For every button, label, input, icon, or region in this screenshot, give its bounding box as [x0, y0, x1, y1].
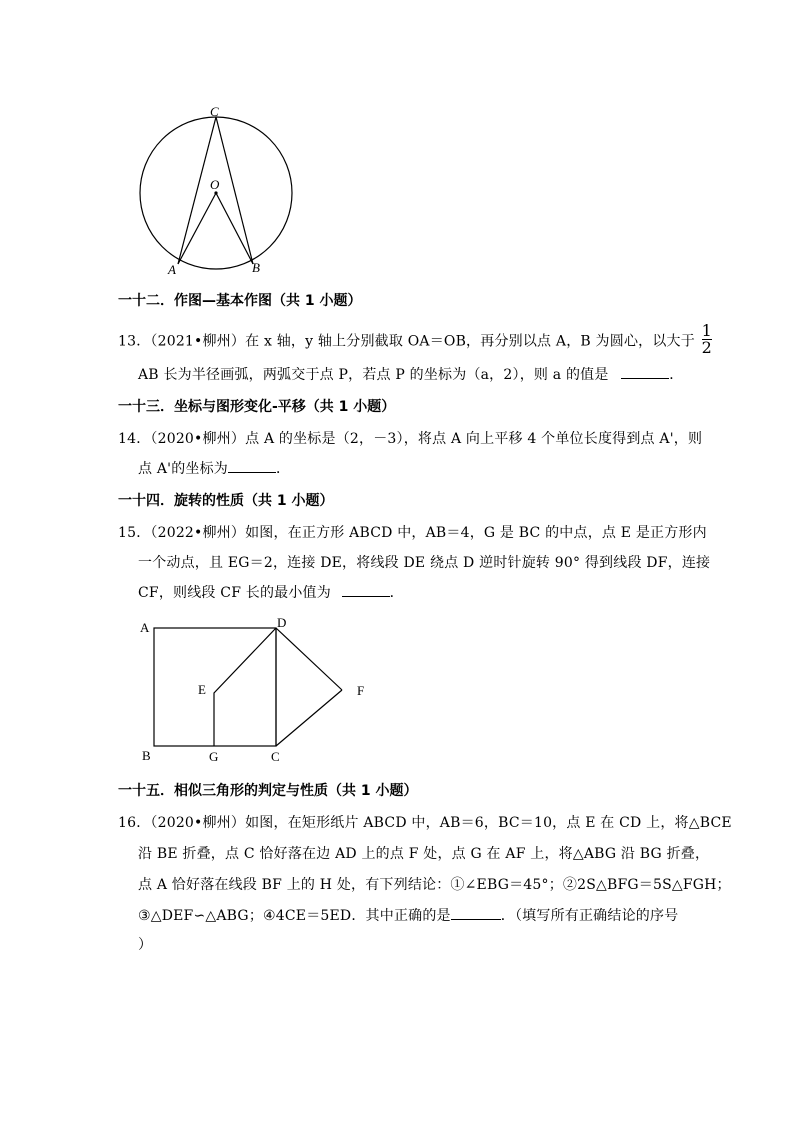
- q16-line2: 沿 BE 折叠，点 C 恰好落在边 AD 上的点 F 处，点 G 在 AF 上，将△ABG 沿 BG 折叠，: [138, 846, 710, 862]
- q16-line1: 16．（2020•柳州）如图，在矩形纸片 ABCD 中，AB＝6，BC＝10，点 E 在 CD 上，将△BCE: [118, 815, 732, 831]
- fraction-numerator: 1: [701, 321, 713, 340]
- section-heading-15: 一十五．相似三角形的判定与性质（共 1 小题）: [118, 783, 418, 799]
- fraction-one-half: [702, 323, 712, 356]
- q15-line2: 一个动点，且 EG＝2，连接 DE，将线段 DE 绕点 D 逆时针旋转 90° 得到线段 DF，连接: [138, 555, 711, 571]
- q15-line3: [138, 582, 404, 602]
- q15-text-3: CF，则线段 CF 长的最小值为: [138, 585, 331, 601]
- label-E: E: [198, 682, 206, 697]
- q16-line3: 点 A 恰好落在线段 BF 上的 H 处，有下列结论：①∠EBG＝45°；②2S△BFG＝5S△FGH；: [138, 877, 731, 893]
- segment-OB: [216, 193, 253, 264]
- q16-line4: [138, 905, 678, 925]
- segment-DF: [276, 628, 342, 690]
- label-D: D: [277, 615, 287, 630]
- q15-text-3-end: ．: [389, 585, 404, 601]
- q14-text-2-end: ．: [276, 461, 291, 477]
- answer-blank-q16[interactable]: [451, 905, 501, 920]
- segment-CB: [216, 117, 253, 264]
- q16-text-4: ③△DEF∽△ABG；④4CE＝5ED．其中正确的是: [138, 908, 451, 924]
- q13-line1: [118, 321, 713, 358]
- square-figure: [130, 612, 380, 767]
- label-B: B: [252, 260, 260, 275]
- square-ABCD: [154, 628, 276, 746]
- section-heading-13: 一十三．坐标与图形变化-平移（共 1 小题）: [118, 399, 396, 415]
- q13-text-2: AB 长为半径画弧，两弧交于点 P，若点 P 的坐标为（a，2），则 a 的值是: [138, 367, 609, 383]
- answer-blank-q15[interactable]: [342, 582, 390, 597]
- label-O: O: [210, 177, 220, 192]
- q13-text-2-end: ．: [669, 367, 684, 383]
- label-C: C: [210, 104, 219, 119]
- q14-line2: [138, 458, 290, 478]
- section-heading-14: 一十四．旋转的性质（共 1 小题）: [118, 493, 334, 509]
- path-GED: [214, 628, 276, 746]
- q15-line1: 15．（2022•柳州）如图，在正方形 ABCD 中，AB＝4，G 是 BC 的中点，点 E 是正方形内: [118, 525, 707, 541]
- q16-line5: ）: [138, 937, 153, 953]
- q14-line1: 14．（2020•柳州）点 A 的坐标是（2，－3），将点 A 向上平移 4 个单位长度得到点 A'，则: [118, 431, 703, 447]
- label-A: A: [140, 620, 150, 635]
- fraction-denominator: 2: [701, 338, 713, 357]
- answer-blank-q14[interactable]: [228, 458, 276, 473]
- q13-text-1: 13．（2021•柳州）在 x 轴，y 轴上分别截取 OA＝OB，再分别以点 A，B 为圆心，以大于: [118, 333, 695, 350]
- section-heading-12: 一十二．作图—基本作图（共 1 小题）: [118, 293, 362, 309]
- label-C: C: [271, 749, 280, 764]
- label-F: F: [357, 683, 365, 698]
- q14-text-2: 点 A'的坐标为: [138, 461, 229, 477]
- q13-line2: [138, 364, 683, 384]
- answer-blank-q13[interactable]: [621, 364, 669, 379]
- segment-FC: [276, 690, 342, 746]
- label-A: A: [168, 262, 176, 277]
- circle-figure: [130, 100, 310, 280]
- label-G: G: [209, 749, 219, 764]
- segment-OA: [178, 193, 216, 264]
- label-B: B: [142, 748, 151, 763]
- q16-text-4-end: ．（填写所有正确结论的序号: [500, 908, 679, 924]
